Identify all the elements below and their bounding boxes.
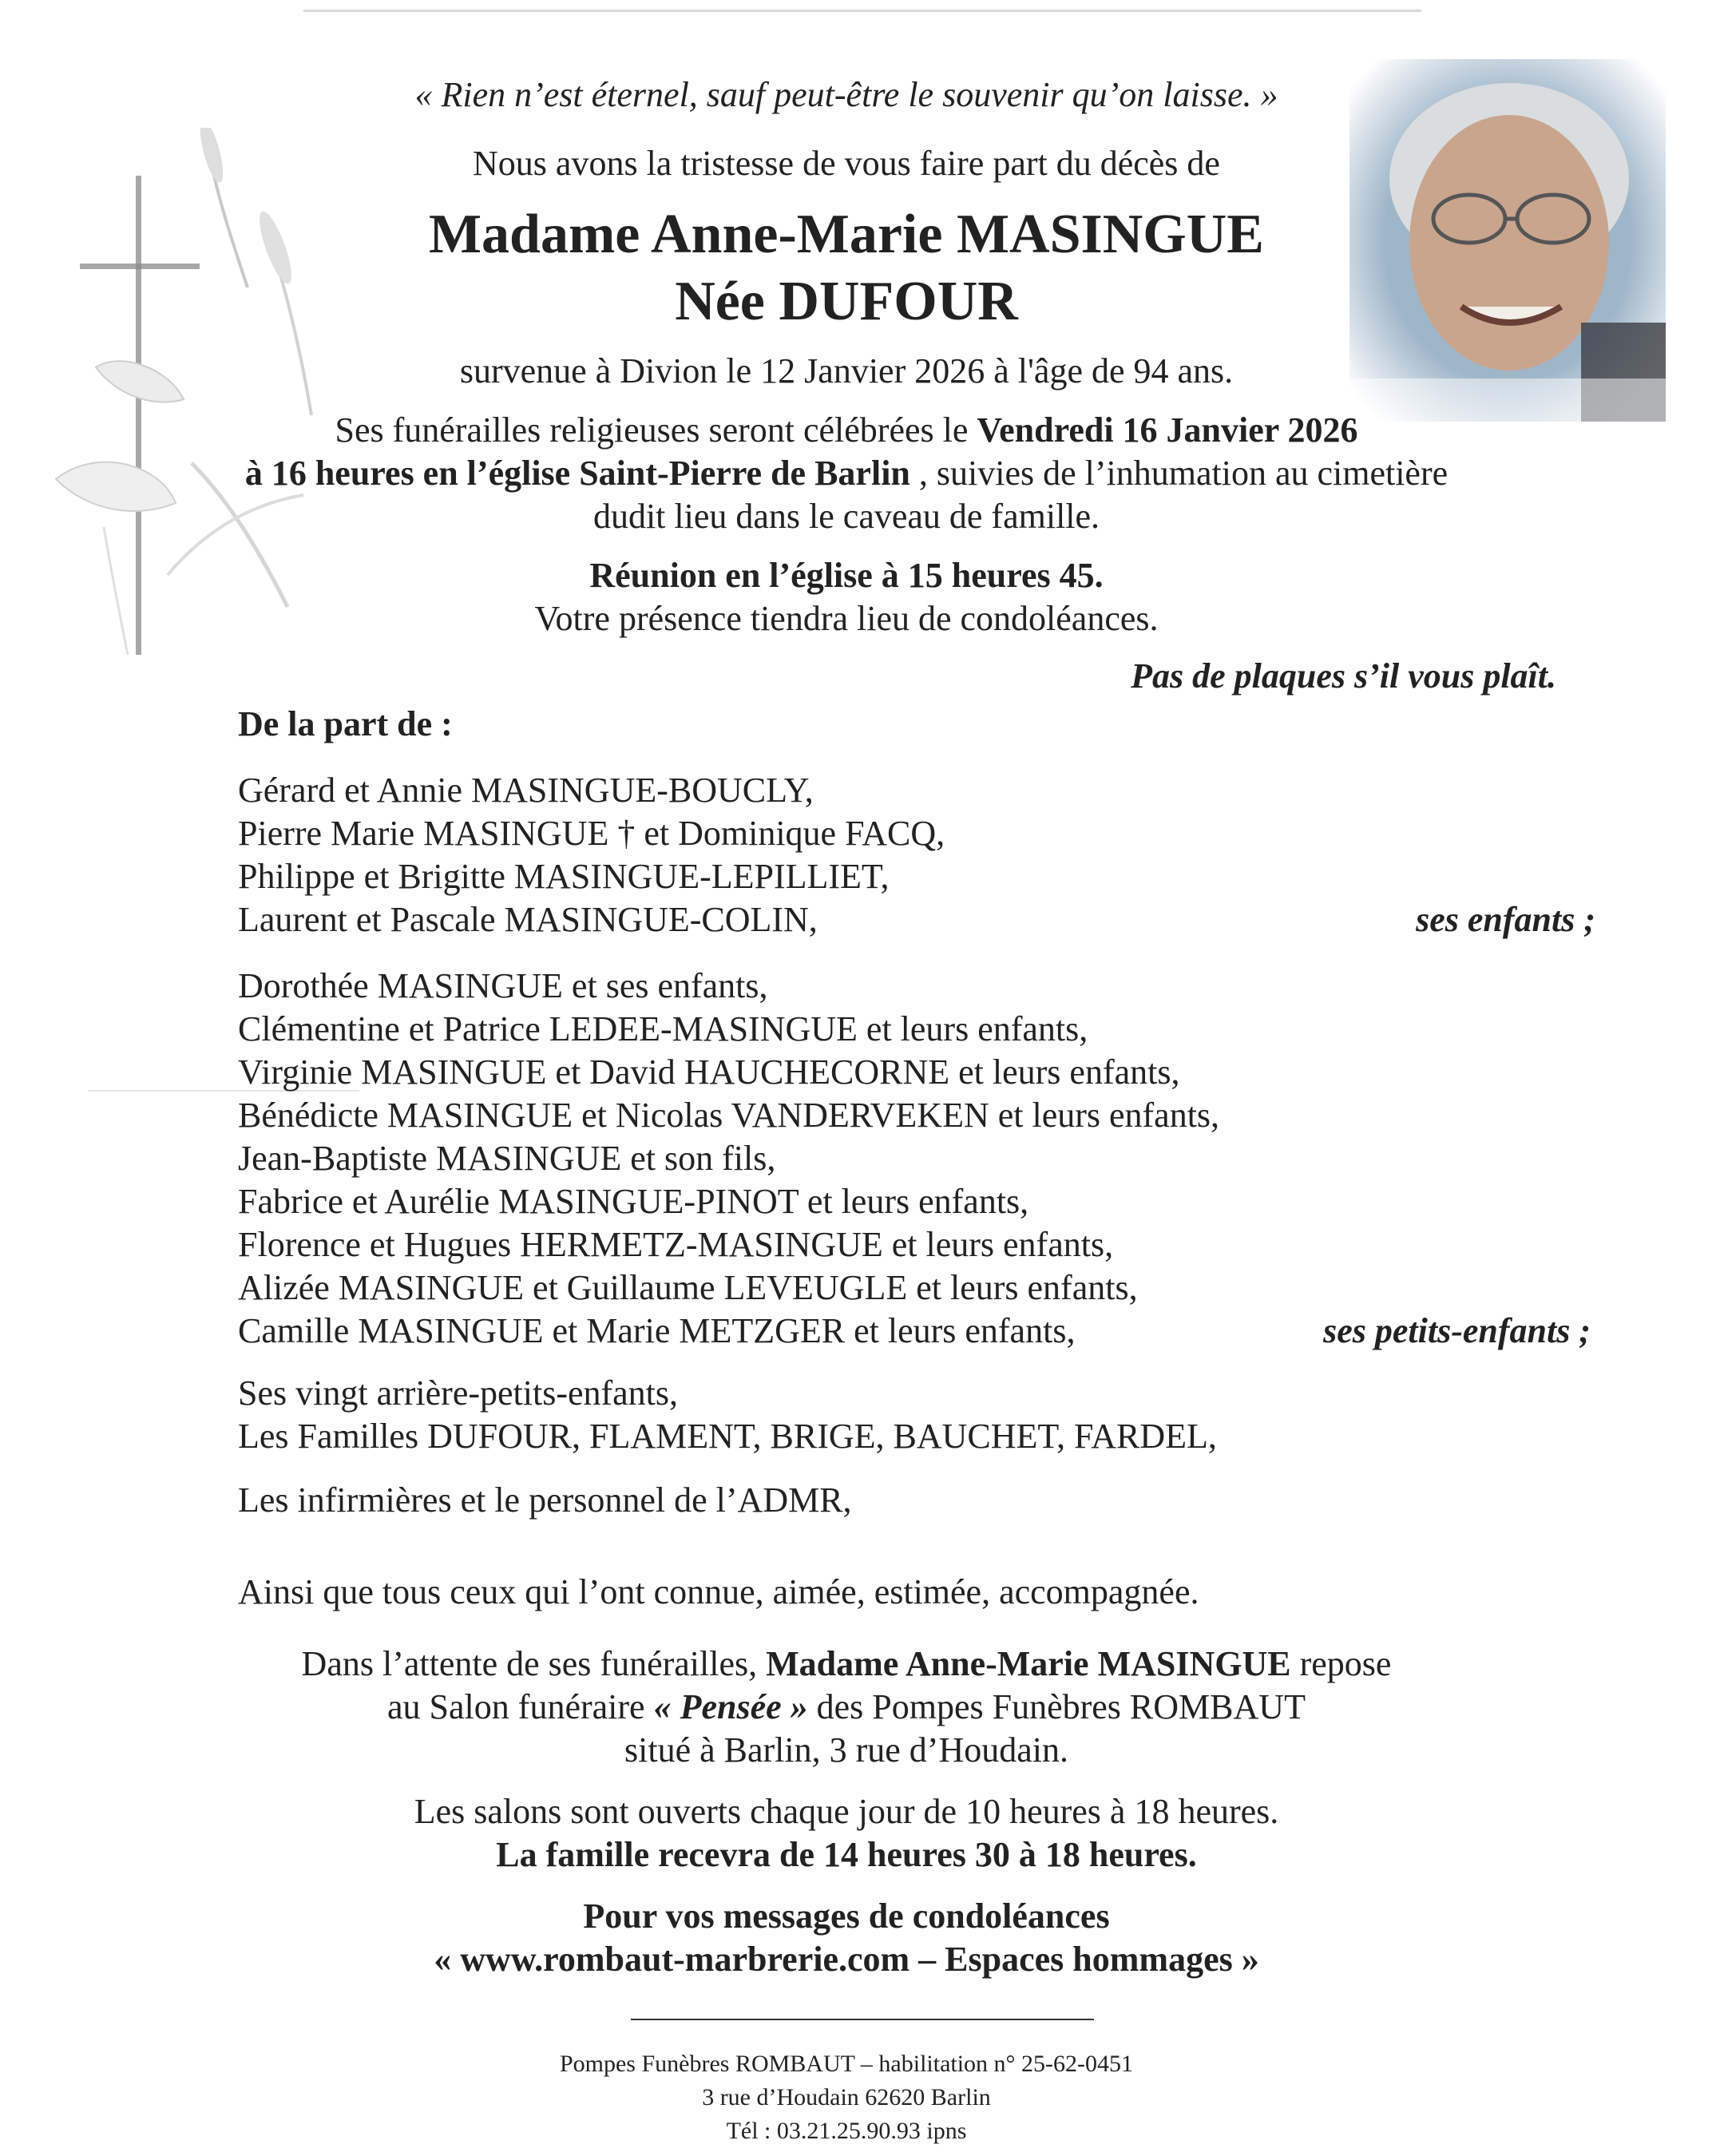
repose-address: situé à Barlin, 3 rue d’Houdain. <box>624 1730 1068 1770</box>
funeral-line-3: dudit lieu dans le caveau de famille. <box>592 497 1100 536</box>
list-item: Pierre Marie MASINGUE † et Dominique FACQ, <box>238 814 945 853</box>
list-item: Les Familles DUFOUR, FLAMENT, BRIGE, BAUCHET, FARDEL, <box>238 1417 1217 1456</box>
funeral-line-2 <box>200 452 1493 495</box>
list-item: Virginie MASINGUE et David HAUCHECORNE et leurs enfants, <box>238 1052 1180 1092</box>
list-item: Ses vingt arrière-petits-enfants, <box>238 1373 679 1413</box>
repose-name: Madame Anne-Marie MASINGUE <box>766 1644 1291 1683</box>
all-others-line: Ainsi que tous ceux qui l’ont connue, aimée, estimée, accompagnée. <box>238 1572 1199 1611</box>
intro-text: Nous avons la tristesse de vous faire part du décès de <box>473 144 1220 183</box>
list-item: Philippe et Brigitte MASINGUE-LEPILLIET, <box>238 857 890 896</box>
list-item-last <box>238 898 1595 941</box>
repose-line-2 <box>200 1686 1493 1729</box>
meeting-time: Réunion en l’église à 15 heures 45. <box>589 556 1104 595</box>
salon-hours: Les salons sont ouverts chaque jour de 10 heures à 18 heures. <box>414 1792 1279 1831</box>
condolences-title: Pour vos messages de condoléances <box>583 1896 1110 1936</box>
from-label: De la part de : <box>238 704 453 743</box>
grandchildren-role: ses petits-enfants ; <box>1323 1311 1591 1350</box>
funeral-text-2: , suivies de l’inhumation au cimetière <box>910 454 1448 493</box>
list-item: Bénédicte MASINGUE et Nicolas VANDERVEKEN et leurs enfants, <box>238 1096 1220 1135</box>
repose-line-1 <box>200 1643 1493 1686</box>
list-item: Florence et Hugues HERMETZ-MASINGUE et leurs enfants, <box>238 1225 1114 1264</box>
list-item: Fabrice et Aurélie MASINGUE-PINOT et leurs enfants, <box>238 1182 1029 1221</box>
other-family-list <box>238 1372 1595 1458</box>
condolences-website: « www.rombaut-marbrerie.com – Espaces hommages » <box>434 1940 1259 1979</box>
list-item: Dorothée MASINGUE et ses enfants, <box>238 966 768 1005</box>
repose-text-2: au Salon funéraire <box>387 1687 654 1726</box>
list-item: Clémentine et Patrice LEDEE-MASINGUE et leurs enfants, <box>238 1009 1088 1048</box>
top-rule <box>303 10 1421 12</box>
no-plates-note: Pas de plaques s’il vous plaît. <box>1131 656 1556 696</box>
footer-company: Pompes Funèbres ROMBAUT – habilitation n° 25-62-0451 <box>559 2051 1134 2077</box>
staff-line: Les infirmières et le personnel de l’ADMR, <box>238 1480 852 1520</box>
footer-phone: Tél : 03.21.25.90.93 ipns <box>726 2118 967 2144</box>
death-notice: survenue à Divion le 12 Janvier 2026 à l'âge de 94 ans. <box>459 351 1234 390</box>
funeral-date: Vendredi 16 Janvier 2026 <box>977 410 1358 450</box>
list-item: Alizée MASINGUE et Guillaume LEVEUGLE et leurs enfants, <box>238 1268 1138 1307</box>
repose-end: repose <box>1290 1644 1392 1683</box>
list-item: Gérard et Annie MASINGUE-BOUCLY, <box>238 771 814 810</box>
children-list <box>238 769 1595 941</box>
funeral-text: Ses funérailles religieuses seront célébrées le <box>335 410 977 450</box>
presence-note: Votre présence tiendra lieu de condoléances. <box>534 599 1159 638</box>
funeral-place: à 16 heures en l’église Saint-Pierre de Barlin <box>244 454 910 493</box>
footer-address: 3 rue d’Houdain 62620 Barlin <box>702 2084 991 2110</box>
quote: « Rien n’est éternel, sauf peut-être le souvenir qu’on laisse. » <box>414 75 1278 114</box>
funeral-line-1 <box>200 409 1493 452</box>
children-role: ses enfants ; <box>1416 900 1595 939</box>
footer-rule <box>631 2019 1094 2020</box>
salon-name: « Pensée » <box>653 1687 808 1726</box>
repose-end-2: des Pompes Funèbres ROMBAUT <box>807 1687 1306 1726</box>
maiden-name: Née DUFOUR <box>675 271 1018 332</box>
list-item-text: Laurent et Pascale MASINGUE-COLIN, <box>238 900 818 939</box>
family-hours: La famille recevra de 14 heures 30 à 18 heures. <box>496 1835 1197 1874</box>
list-item: Jean-Baptiste MASINGUE et son fils, <box>238 1139 776 1178</box>
list-item-last <box>238 1310 1591 1353</box>
repose-text: Dans l’attente de ses funérailles, <box>301 1644 767 1683</box>
deceased-name: Madame Anne-Marie MASINGUE <box>428 204 1264 265</box>
grandchildren-list <box>238 965 1591 1353</box>
list-item-text: Camille MASINGUE et Marie METZGER et leurs enfants, <box>238 1311 1076 1350</box>
